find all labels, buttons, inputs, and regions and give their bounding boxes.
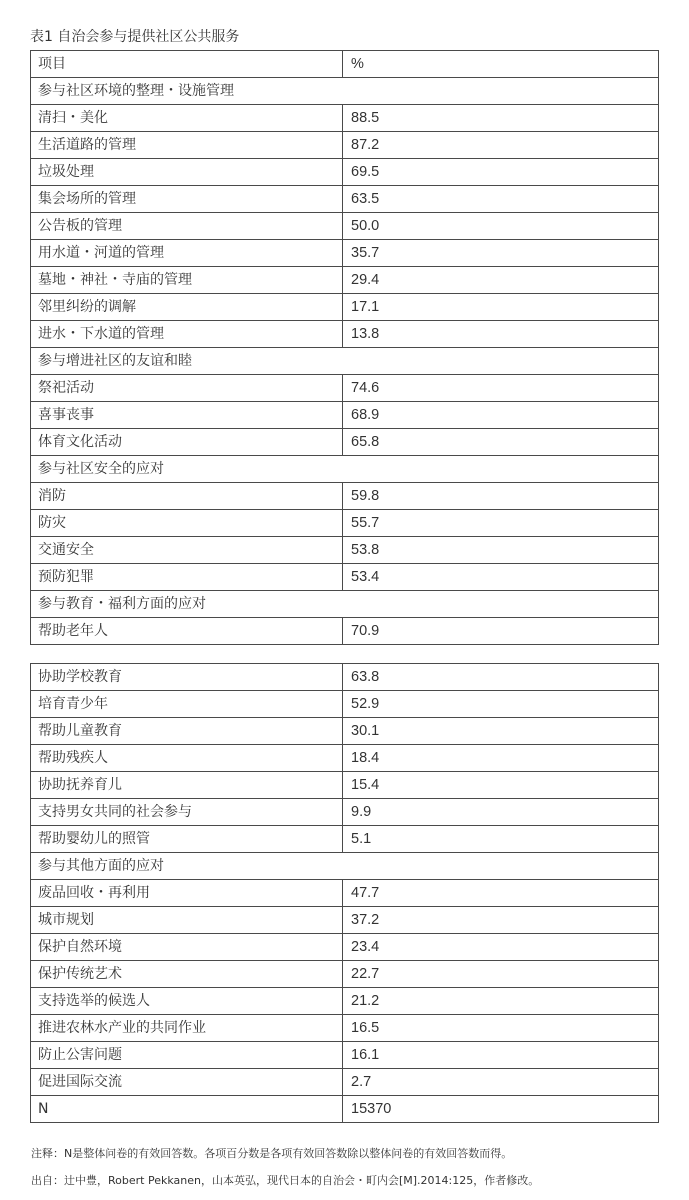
cell-percent: 9.9	[343, 799, 659, 826]
cell-item: 保护自然环境	[31, 934, 343, 961]
cell-item: 帮助婴幼儿的照管	[31, 826, 343, 853]
cell-percent: 17.1	[343, 294, 659, 321]
table-row	[31, 718, 659, 745]
table-row	[31, 429, 659, 456]
cell-percent: 15.4	[343, 772, 659, 799]
cell-item: 生活道路的管理	[31, 132, 343, 159]
cell-percent: 21.2	[343, 988, 659, 1015]
table-row	[31, 1096, 659, 1123]
cell-item: 邻里纠纷的调解	[31, 294, 343, 321]
cell-item: 防止公害问题	[31, 1042, 343, 1069]
table-row	[31, 240, 659, 267]
table-row	[31, 772, 659, 799]
section-row	[31, 78, 659, 105]
table-row	[31, 537, 659, 564]
cell-item: 城市规划	[31, 907, 343, 934]
cell-percent: 74.6	[343, 375, 659, 402]
section-title: 参与社区安全的应对	[31, 456, 659, 483]
cell-percent: 53.4	[343, 564, 659, 591]
cell-percent: 55.7	[343, 510, 659, 537]
cell-item: 协助抚养育儿	[31, 772, 343, 799]
cell-percent: 70.9	[343, 618, 659, 645]
table-row	[31, 664, 659, 691]
cell-percent: 5.1	[343, 826, 659, 853]
header-row	[31, 51, 659, 78]
cell-item: 祭祀活动	[31, 375, 343, 402]
cell-percent: 88.5	[343, 105, 659, 132]
cell-percent: 65.8	[343, 429, 659, 456]
cell-percent: 59.8	[343, 483, 659, 510]
table-row	[31, 267, 659, 294]
section-row	[31, 853, 659, 880]
cell-item: 支持选举的候选人	[31, 988, 343, 1015]
table-row	[31, 402, 659, 429]
cell-item: 支持男女共同的社会参与	[31, 799, 343, 826]
section-row	[31, 591, 659, 618]
cell-percent: 23.4	[343, 934, 659, 961]
cell-percent: 37.2	[343, 907, 659, 934]
table-row	[31, 799, 659, 826]
cell-item: 帮助残疾人	[31, 745, 343, 772]
cell-item: 废品回收・再利用	[31, 880, 343, 907]
table-row	[31, 186, 659, 213]
cell-item: 促进国际交流	[31, 1069, 343, 1096]
table-caption: 表1 自治会参与提供社区公共服务	[30, 29, 240, 45]
cell-item: 公告板的管理	[31, 213, 343, 240]
cell-item: 消防	[31, 483, 343, 510]
cell-percent: 30.1	[343, 718, 659, 745]
cell-percent: 87.2	[343, 132, 659, 159]
header-cell-percent: %	[343, 51, 659, 78]
section-title: 参与社区环境的整理・设施管理	[31, 78, 659, 105]
cell-percent: 63.5	[343, 186, 659, 213]
section-row	[31, 348, 659, 375]
table-row	[31, 961, 659, 988]
section-row	[31, 456, 659, 483]
cell-percent: 63.8	[343, 664, 659, 691]
table-row	[31, 294, 659, 321]
cell-item: 交通安全	[31, 537, 343, 564]
table-body-part-1	[31, 51, 659, 645]
cell-item: 体育文化活动	[31, 429, 343, 456]
table-row	[31, 321, 659, 348]
data-table-part-2	[30, 663, 659, 1123]
table-row	[31, 483, 659, 510]
cell-percent: 69.5	[343, 159, 659, 186]
table-row	[31, 105, 659, 132]
table-row	[31, 907, 659, 934]
cell-item: 预防犯罪	[31, 564, 343, 591]
table-row	[31, 159, 659, 186]
cell-percent: 22.7	[343, 961, 659, 988]
cell-item: 喜事丧事	[31, 402, 343, 429]
cell-percent: 35.7	[343, 240, 659, 267]
cell-item: 推进农林水产业的共同作业	[31, 1015, 343, 1042]
table-row	[31, 618, 659, 645]
cell-item: 防灾	[31, 510, 343, 537]
cell-percent: 53.8	[343, 537, 659, 564]
cell-percent: 18.4	[343, 745, 659, 772]
cell-item: 墓地・神社・寺庙的管理	[31, 267, 343, 294]
cell-percent: 16.5	[343, 1015, 659, 1042]
table-row	[31, 1069, 659, 1096]
table-body-part-2	[31, 664, 659, 1123]
cell-item: 保护传统艺术	[31, 961, 343, 988]
section-title: 参与其他方面的应对	[31, 853, 659, 880]
cell-item: 用水道・河道的管理	[31, 240, 343, 267]
table-row	[31, 880, 659, 907]
section-title: 参与教育・福利方面的应对	[31, 591, 659, 618]
cell-item: 清扫・美化	[31, 105, 343, 132]
table-row	[31, 375, 659, 402]
cell-item: 帮助老年人	[31, 618, 343, 645]
table-row	[31, 988, 659, 1015]
cell-percent: 47.7	[343, 880, 659, 907]
cell-percent: 16.1	[343, 1042, 659, 1069]
cell-percent: 2.7	[343, 1069, 659, 1096]
cell-item: 培育青少年	[31, 691, 343, 718]
table-row	[31, 1015, 659, 1042]
table-row	[31, 691, 659, 718]
table-row	[31, 132, 659, 159]
cell-percent: 68.9	[343, 402, 659, 429]
cell-percent: 13.8	[343, 321, 659, 348]
cell-percent: 15370	[343, 1096, 659, 1123]
cell-percent: 52.9	[343, 691, 659, 718]
table-row	[31, 745, 659, 772]
table-note: 注释：N是整体问卷的有效回答数。各项百分数是各项有效回答数除以整体问卷的有效回答数而得。	[31, 1147, 513, 1160]
table-row	[31, 213, 659, 240]
section-title: 参与增进社区的友谊和睦	[31, 348, 659, 375]
cell-percent: 50.0	[343, 213, 659, 240]
header-cell-item: 项目	[31, 51, 343, 78]
cell-percent: 29.4	[343, 267, 659, 294]
table-row	[31, 826, 659, 853]
table-row	[31, 1042, 659, 1069]
cell-item: N	[31, 1096, 343, 1123]
table-source: 出自：辻中豊，Robert Pekkanen，山本英弘，现代日本的自治会・町内会[M].2014:125，作者修改。	[31, 1174, 540, 1187]
cell-item: 进水・下水道的管理	[31, 321, 343, 348]
data-table-part-1	[30, 50, 659, 645]
cell-item: 帮助儿童教育	[31, 718, 343, 745]
cell-item: 协助学校教育	[31, 664, 343, 691]
table-row	[31, 510, 659, 537]
table-row	[31, 564, 659, 591]
cell-item: 垃圾处理	[31, 159, 343, 186]
cell-item: 集会场所的管理	[31, 186, 343, 213]
table-row	[31, 934, 659, 961]
